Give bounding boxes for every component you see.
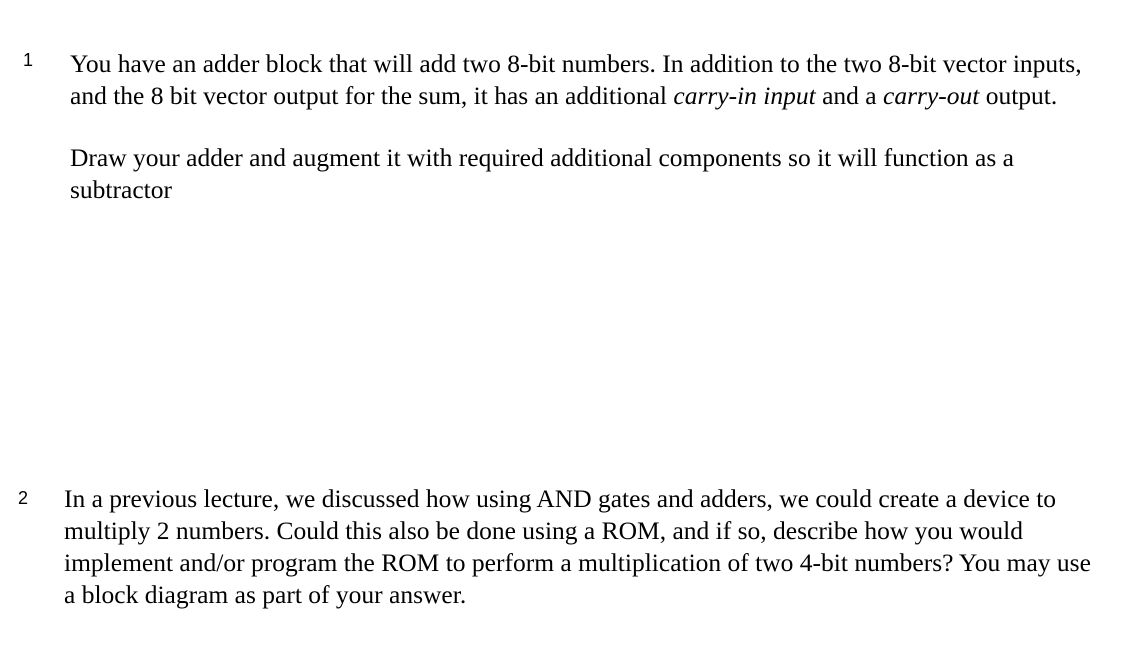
question-1-text [70, 48, 1110, 206]
question-1-text-part1: You have an adder block that will add two 8-bit numbers. In addition to the two 8-bit vector inputs, and the 8 bit vector output for the sum, it has an additional [70, 49, 1082, 110]
carry-in-term: carry-in input [673, 81, 816, 110]
question-1-paragraph-2: Draw your adder and augment it with required additional components so it will function as a subtractor [70, 143, 1014, 204]
carry-out-term: carry-out [883, 81, 980, 110]
question-1-paragraph-1 [70, 48, 1110, 112]
question-2-number: 2 [18, 488, 29, 508]
question-1-number: 1 [23, 50, 34, 70]
question-1-text-part2: and a [815, 81, 883, 110]
question-1-text-part3: output. [979, 81, 1058, 110]
question-2-text [64, 483, 1104, 611]
question-2-paragraph: In a previous lecture, we discussed how using AND gates and adders, we could create a device to multiply 2 numbers. Could this also be done using a ROM, and if so, describe how you would implement and/or program the ROM to perform a multiplication of two 4-bit numbers? You may use a block diagram as part of your answer. [64, 484, 1091, 609]
